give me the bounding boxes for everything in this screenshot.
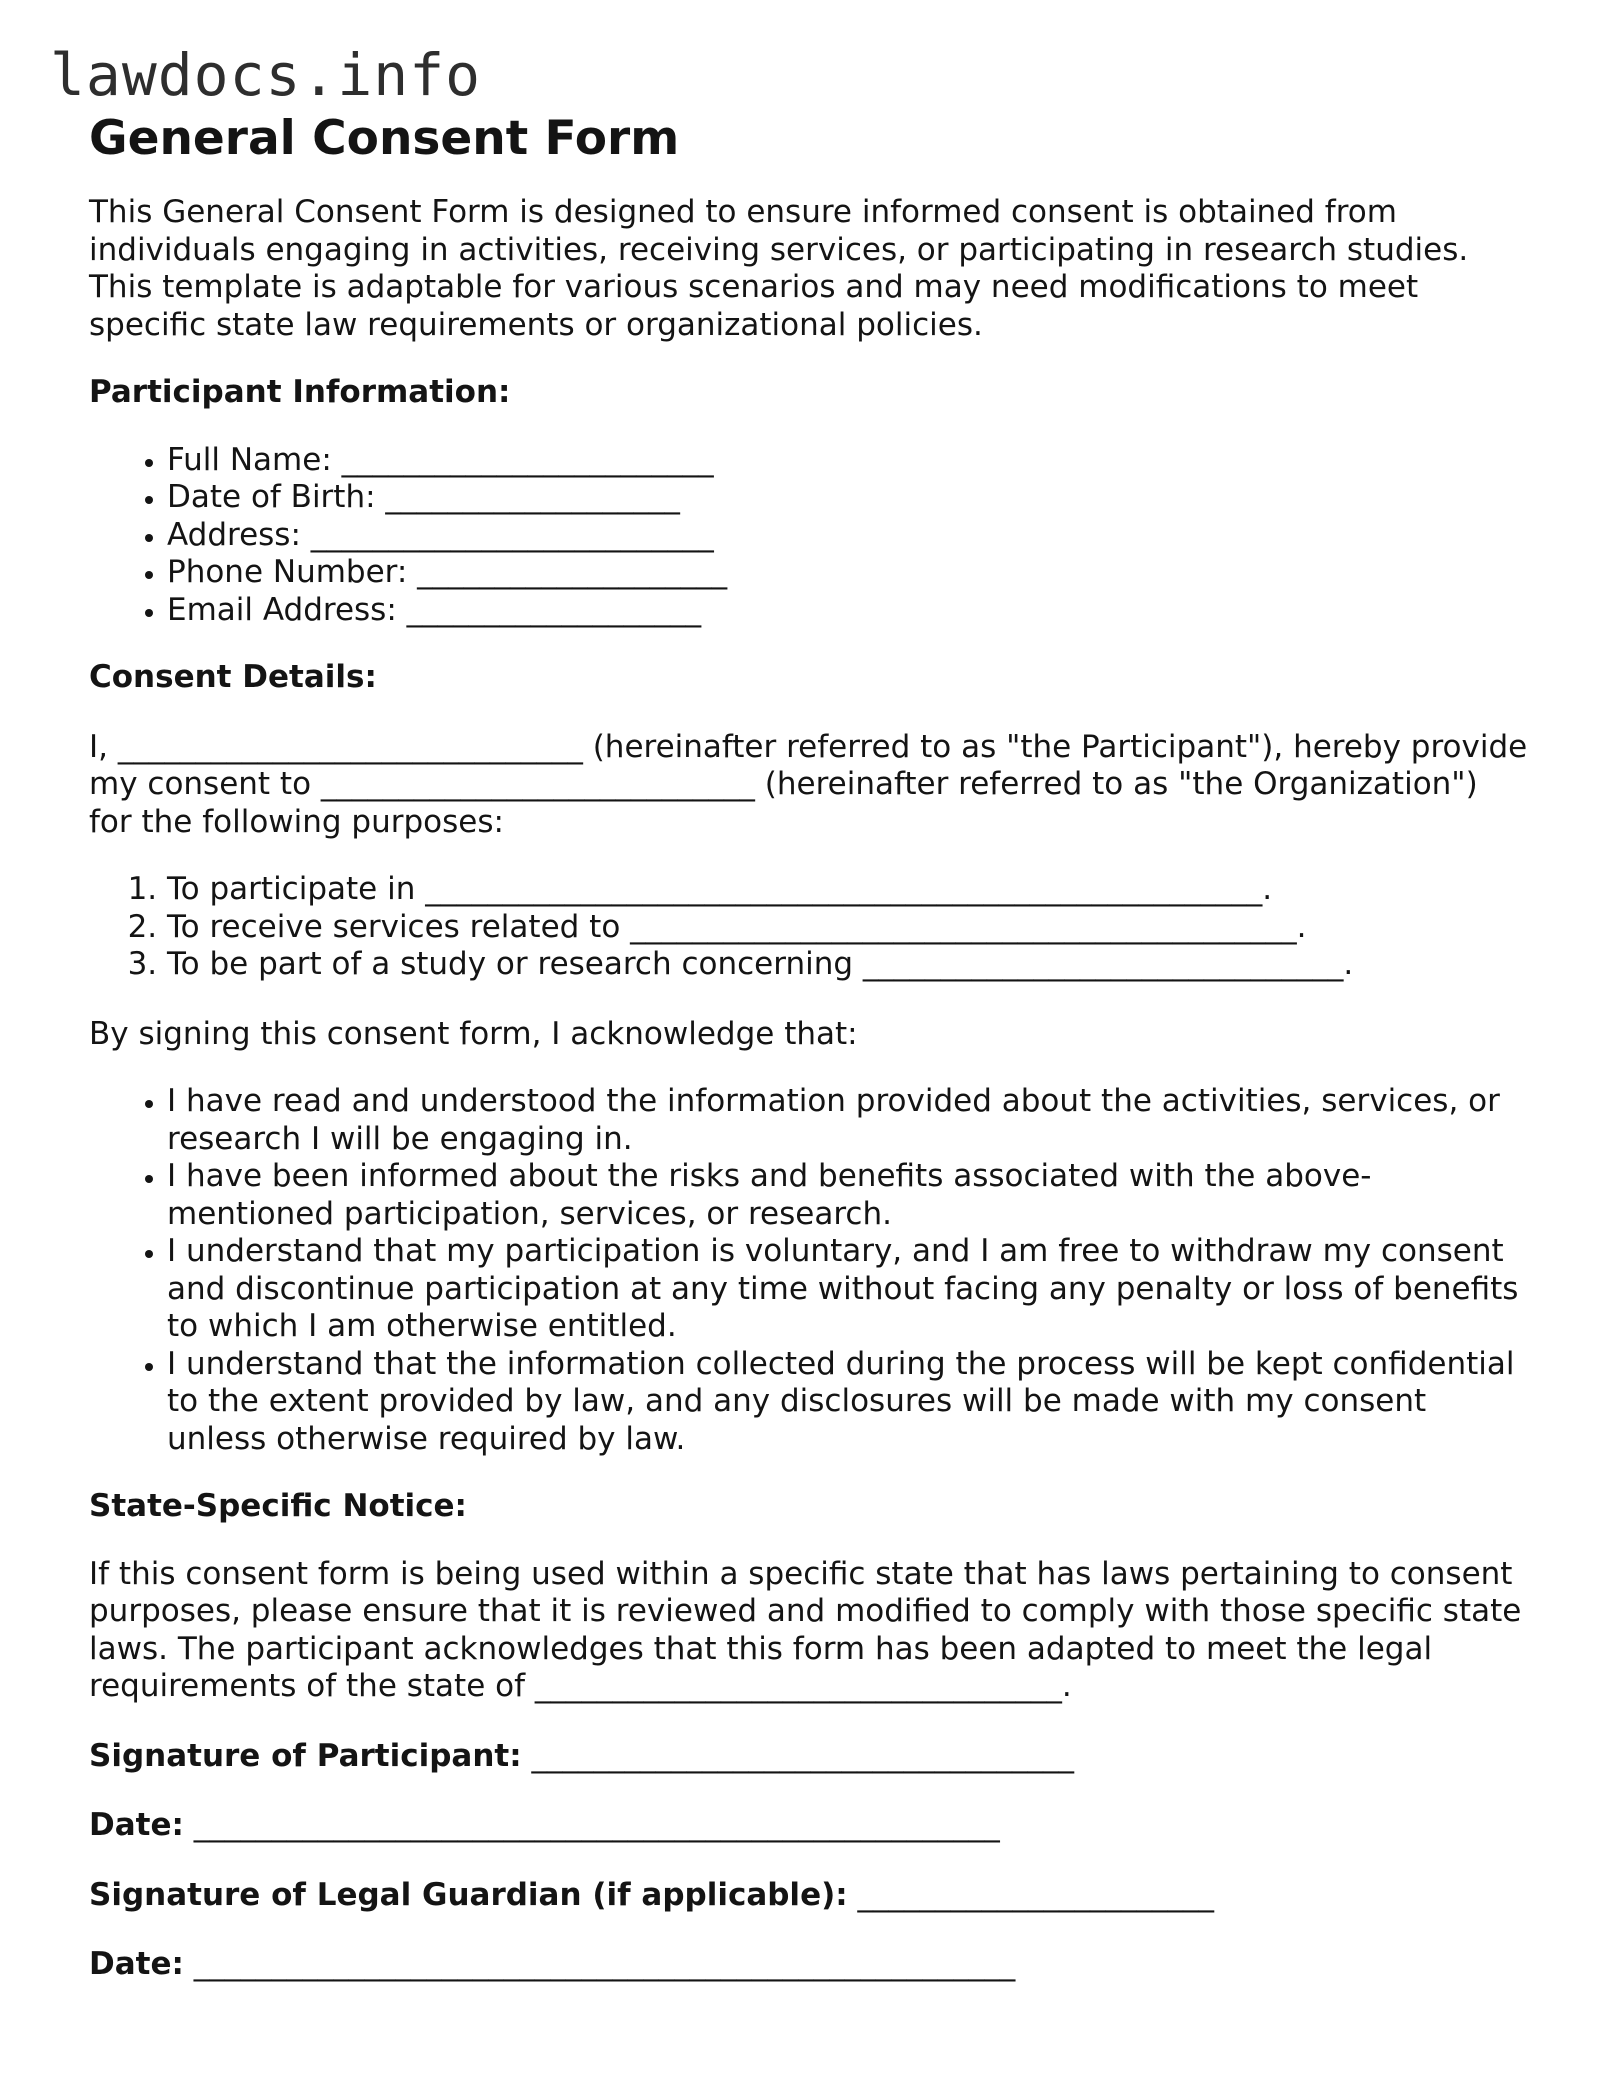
acknowledge-intro: By signing this consent form, I acknowledge that: <box>89 1015 858 1052</box>
purpose-list <box>89 871 1529 984</box>
acknowledgement-item: • I have been informed about the risks and benefits associated with the above-mentioned participation, services, or research. <box>167 1158 1529 1233</box>
purpose-item: 2. To receive services related to ___________________________________________. <box>167 909 1529 947</box>
field-email-address: • Email Address: ___________________ <box>167 592 1529 630</box>
signature-label: Signature of Legal Guardian (if applicable): <box>89 1876 848 1913</box>
consent-heading: Consent Details: <box>89 659 377 695</box>
date-blank: ____________________________________________________ <box>183 1807 1000 1843</box>
field-phone-number: • Phone Number: ____________________ <box>167 554 1529 592</box>
state-notice-heading: State-Specific Notice: <box>89 1488 467 1524</box>
acknowledgement-list <box>89 1083 1529 1458</box>
field-full-name: • Full Name: ________________________ <box>167 442 1529 480</box>
signature-blank: ___________________________________ <box>521 1737 1074 1774</box>
watermark-logo: lawdocs.info <box>50 41 482 109</box>
page-title: General Consent Form <box>89 111 680 166</box>
date-label: Date: <box>89 1946 184 1982</box>
purpose-item: 1. To participate in ______________________________________________________. <box>167 871 1529 909</box>
acknowledgement-item: • I understand that my participation is voluntary, and I am free to withdraw my consent and discontinue participation at any time without facing any penalty or loss of benefits to which I am otherwise entitled. <box>167 1233 1529 1346</box>
date-label: Date: <box>89 1807 184 1843</box>
state-notice-text: If this consent form is being used within a specific state that has laws pertaining to consent purposes, please ensure that it is reviewed and modified to comply with those specific state laws. The participant acknowledges that this form has been adapted to meet the legal requirements of the state of __________________________________. <box>89 1555 1522 1704</box>
acknowledgement-item: • I understand that the information collected during the process will be kept confidential to the extent provided by law, and any disclosures will be made with my consent unless otherwise required by law. <box>167 1346 1529 1459</box>
guardian-signature-line <box>89 1877 1529 1915</box>
participant-field-list <box>89 442 1529 630</box>
date-blank: _____________________________________________________ <box>183 1946 1016 1982</box>
field-address: • Address: __________________________ <box>167 517 1529 555</box>
participant-signature-line <box>89 1738 1529 1776</box>
participant-date-line <box>89 1807 1529 1845</box>
participant-heading: Participant Information: <box>89 374 511 410</box>
intro-paragraph: This General Consent Form is designed to ensure informed consent is obtained from individuals engaging in activities, receiving services, or participating in research studies. This template is adaptable for various scenarios and may need modifications to meet specific state law requirements or organizational policies. <box>89 194 1469 343</box>
guardian-date-line <box>89 1946 1529 1984</box>
purpose-item: 3. To be part of a study or research concerning _______________________________. <box>167 946 1529 984</box>
field-date-of-birth: • Date of Birth: ___________________ <box>167 479 1529 517</box>
signature-label: Signature of Participant: <box>89 1737 522 1774</box>
document-page <box>89 112 1529 1984</box>
acknowledgement-item: • I have read and understood the information provided about the activities, services, or research I will be engaging in. <box>167 1083 1529 1158</box>
signature-blank: _______________________ <box>847 1876 1215 1913</box>
consent-statement: I, ______________________________ (hereinafter referred to as "the Participant"), hereby provide my consent to ____________________________ (hereinafter referred to as "the Organization") for the following purposes: <box>89 728 1528 840</box>
